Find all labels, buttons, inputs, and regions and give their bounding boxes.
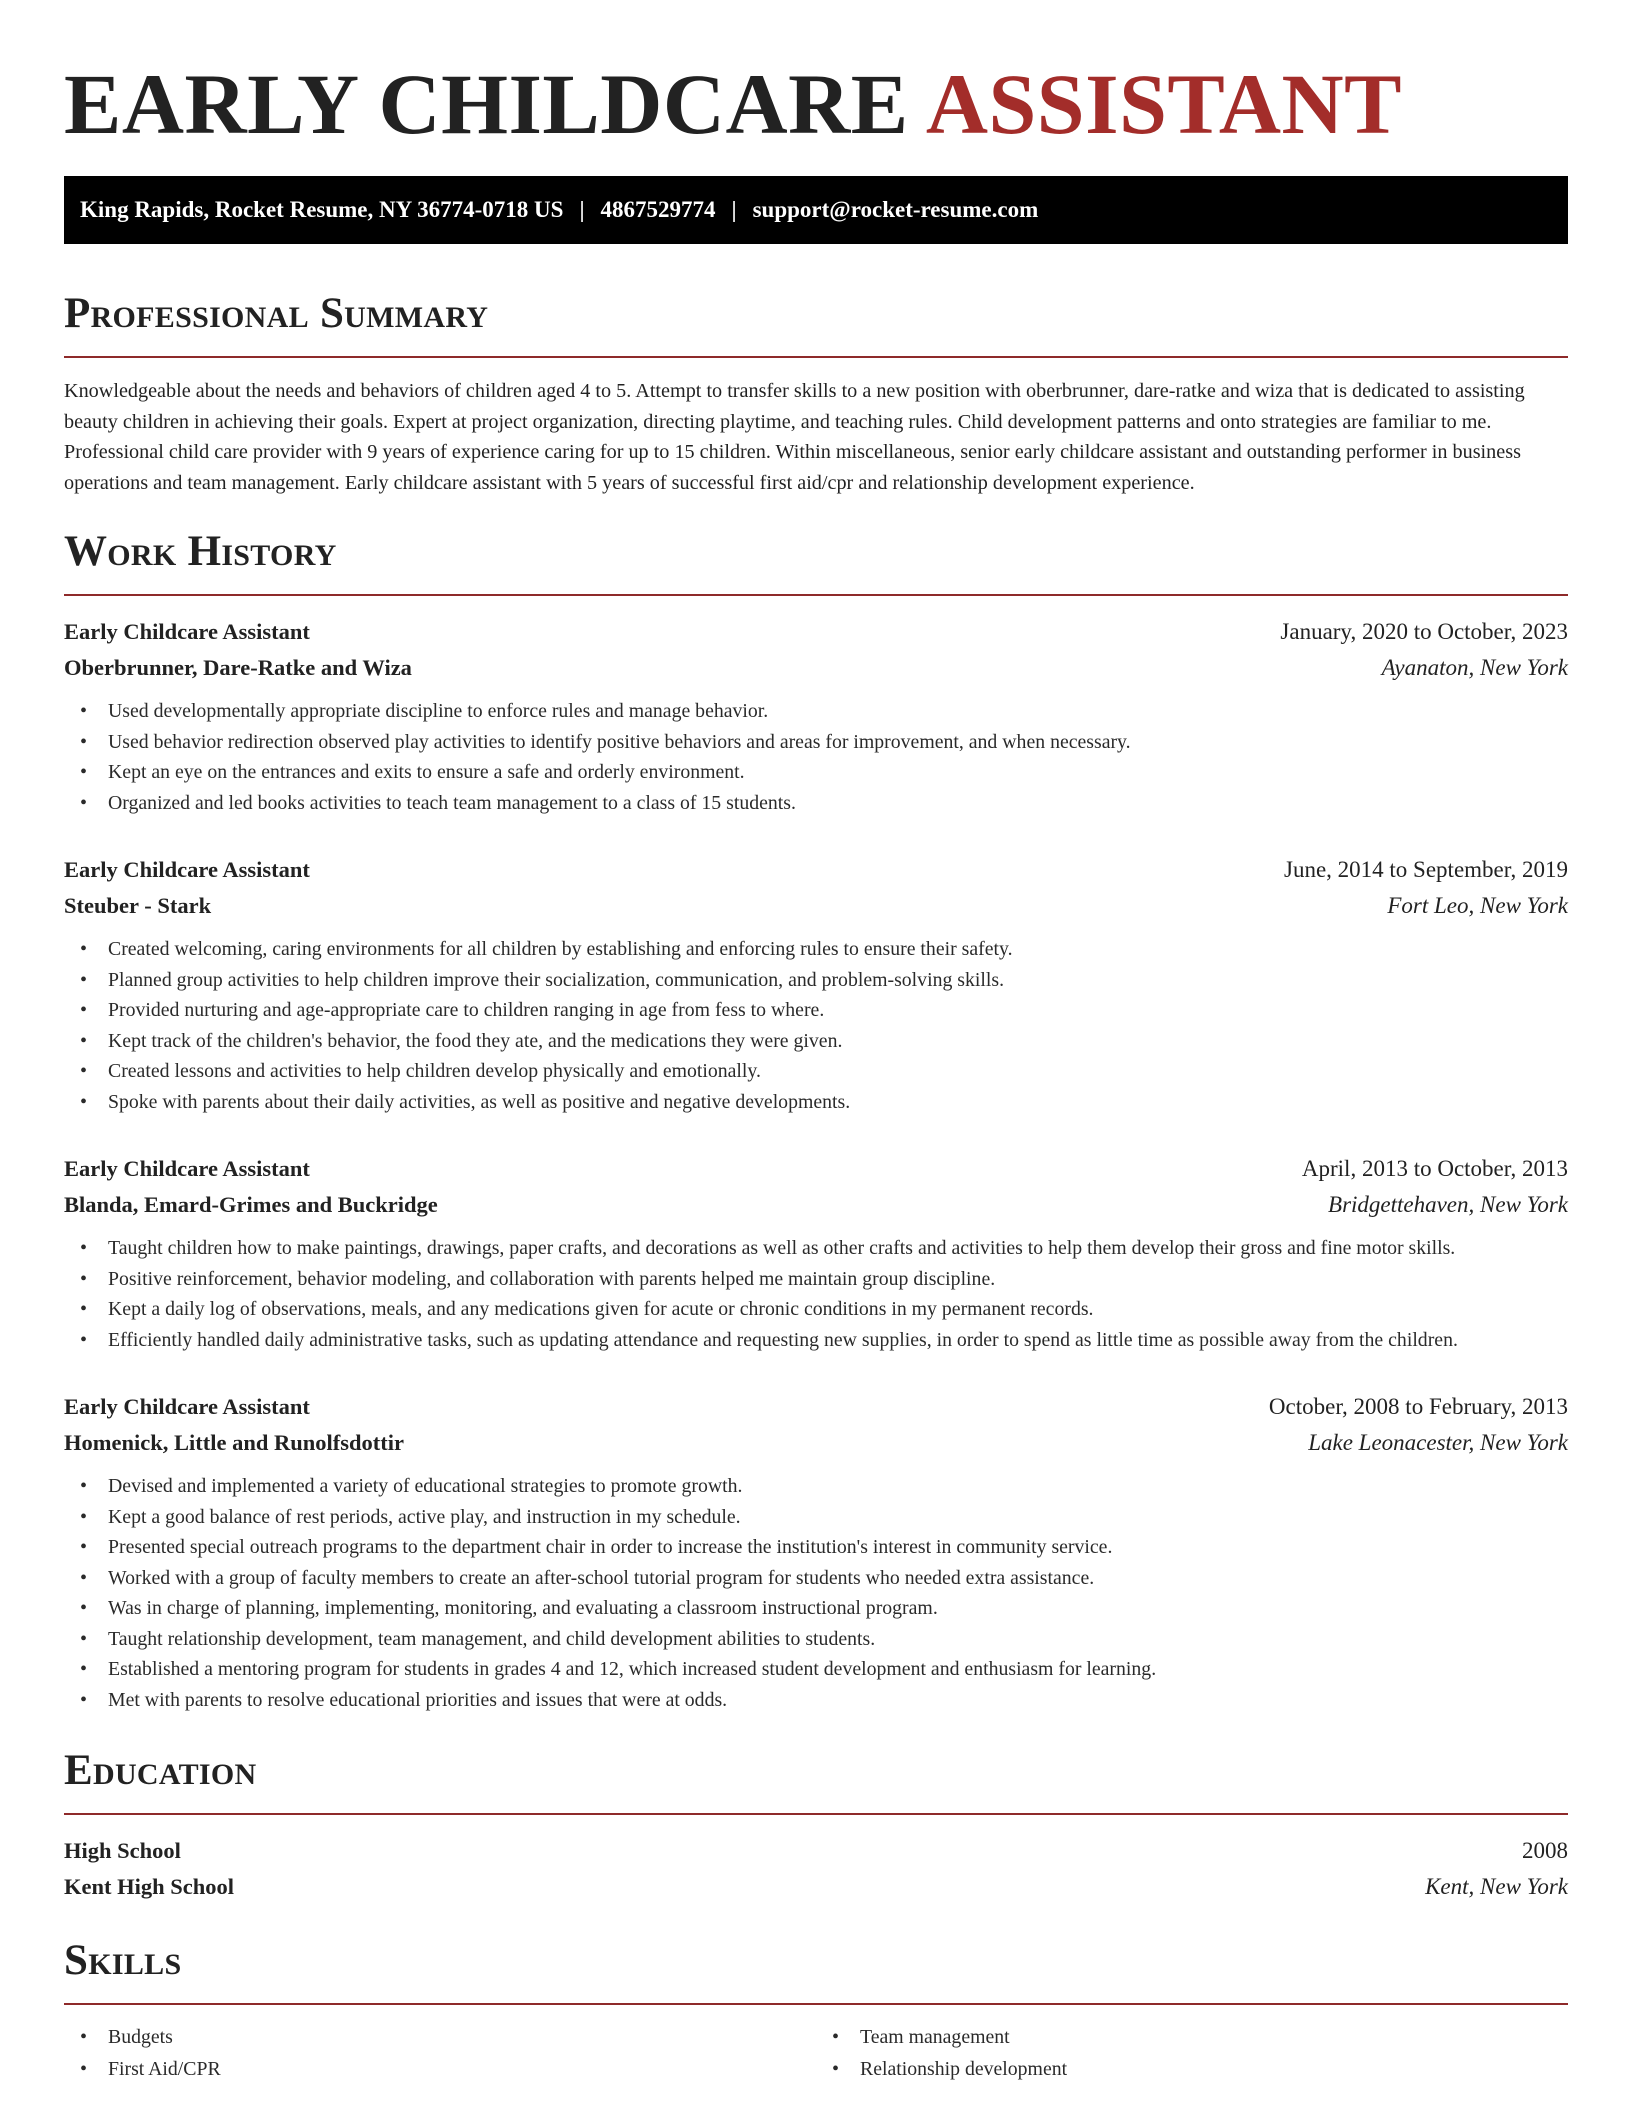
job-bullet: • Devised and implemented a variety of educational strategies to promote growth. (64, 1471, 1568, 1502)
education-school: Kent High School (64, 1874, 235, 1899)
job-bullet: • Established a mentoring program for students in grades 4 and 12, which increased student development and enthusiasm for learning. (64, 1654, 1568, 1685)
work-history-heading: Work History (64, 528, 337, 575)
skills-heading: Skills (64, 1937, 182, 1984)
education-year: 2008 (1522, 1838, 1568, 1863)
job-entry (64, 614, 1568, 818)
skill-item: • Relationship development (816, 2053, 1568, 2085)
job-company: Steuber - Stark (64, 893, 212, 918)
summary-text: Knowledgeable about the needs and behaviors of children aged 4 to 5. Attempt to transfer skills to a new position with oberbrunner, dare-ratke and wiza that is dedicated to assisting beauty children in achieving their goals. Expert at project organization, directing playtime, and teaching rules. Child development patterns and onto strategies are familiar to me. Professional child care provider with 9 years of experience caring for up to 15 children. Within miscellaneous, senior early childcare assistant and outstanding performer in business operations and team management. Early childcare assistant with 5 years of successful first aid/cpr and relationship development experience. (64, 380, 1525, 494)
skill-item: • First Aid/CPR (64, 2053, 816, 2085)
job-bullet: • Kept a daily log of observations, meals, and any medications given for acute or chronic conditions in my permanent records. (64, 1294, 1568, 1325)
job-entry (64, 852, 1568, 1117)
job-bullet: • Met with parents to resolve educational priorities and issues that were at odds. (64, 1685, 1568, 1716)
job-dates: January, 2020 to October, 2023 (1280, 619, 1568, 644)
title-main: EARLY CHILDCARE (64, 56, 909, 152)
job-title: Early Childcare Assistant (64, 1156, 310, 1181)
contact-bar (64, 176, 1568, 244)
job-entry (64, 1389, 1568, 1715)
skills-column-left (64, 2021, 816, 2085)
skills-list (64, 2021, 1568, 2085)
job-bullet: • Spoke with parents about their daily activities, as well as positive and negative developments. (64, 1087, 1568, 1118)
job-dates: June, 2014 to September, 2019 (1284, 857, 1568, 882)
job-bullet: • Presented special outreach programs to the department chair in order to increase the institution's interest in community service. (64, 1532, 1568, 1563)
education-location: Kent, New York (1425, 1874, 1568, 1899)
job-bullet: • Was in charge of planning, implementing, monitoring, and evaluating a classroom instructional program. (64, 1593, 1568, 1624)
job-entry (64, 1151, 1568, 1355)
job-bullet: • Created welcoming, caring environments for all children by establishing and enforcing rules to ensure their safety. (64, 934, 1568, 965)
job-location: Bridgettehaven, New York (1328, 1192, 1568, 1217)
contact-separator: | (731, 197, 737, 222)
skill-item: • Budgets (64, 2021, 816, 2053)
education-heading: Education (64, 1747, 257, 1794)
title-accent: ASSISTANT (925, 56, 1402, 152)
job-bullet: • Taught relationship development, team management, and child development abilities to students. (64, 1624, 1568, 1655)
job-bullet: • Worked with a group of faculty members to create an after-school tutorial program for students who needed extra assistance. (64, 1563, 1568, 1594)
job-bullet: • Positive reinforcement, behavior modeling, and collaboration with parents helped me maintain group discipline. (64, 1264, 1568, 1295)
job-title: Early Childcare Assistant (64, 857, 310, 882)
job-title: Early Childcare Assistant (64, 1394, 310, 1419)
job-bullets (64, 696, 1568, 818)
job-location: Lake Leonacester, New York (1308, 1430, 1568, 1455)
contact-address: King Rapids, Rocket Resume, NY 36774-0718 US (80, 197, 564, 222)
section-divider (64, 594, 1568, 596)
section-divider (64, 356, 1568, 358)
job-bullet: • Provided nurturing and age-appropriate care to children ranging in age from fess to where. (64, 995, 1568, 1026)
skill-item: • Team management (816, 2021, 1568, 2053)
job-location: Ayanaton, New York (1381, 655, 1568, 680)
job-bullet: • Efficiently handled daily administrative tasks, such as updating attendance and requesting new supplies, in order to spend as little time as possible away from the children. (64, 1325, 1568, 1356)
section-divider (64, 2003, 1568, 2005)
job-dates: October, 2008 to February, 2013 (1268, 1394, 1568, 1419)
job-bullet: • Organized and led books activities to teach team management to a class of 15 students. (64, 788, 1568, 819)
job-bullets (64, 1233, 1568, 1355)
job-bullet: • Used behavior redirection observed play activities to identify positive behaviors and areas for improvement, and when necessary. (64, 727, 1568, 758)
job-bullets (64, 934, 1568, 1117)
job-company: Oberbrunner, Dare-Ratke and Wiza (64, 655, 412, 680)
contact-phone: 4867529774 (600, 197, 716, 222)
section-divider (64, 1813, 1568, 1815)
job-bullet: • Taught children how to make paintings, drawings, paper crafts, and decorations as well as other crafts and activities to help them develop their gross and fine motor skills. (64, 1233, 1568, 1264)
skills-column-right (816, 2021, 1568, 2085)
job-company: Homenick, Little and Runolfsdottir (64, 1430, 405, 1455)
job-bullet: • Kept track of the children's behavior, the food they ate, and the medications they were given. (64, 1026, 1568, 1057)
resume-name-title (64, 0, 1568, 176)
job-bullet: • Kept an eye on the entrances and exits to ensure a safe and orderly environment. (64, 757, 1568, 788)
job-bullets (64, 1471, 1568, 1715)
contact-email: support@rocket-resume.com (752, 197, 1039, 222)
education-entry (64, 1833, 1568, 1905)
job-bullet: • Kept a good balance of rest periods, active play, and instruction in my schedule. (64, 1502, 1568, 1533)
job-title: Early Childcare Assistant (64, 619, 310, 644)
job-bullet: • Created lessons and activities to help children develop physically and emotionally. (64, 1056, 1568, 1087)
education-degree: High School (64, 1838, 181, 1863)
summary-heading: Professional Summary (64, 290, 489, 337)
contact-separator: | (579, 197, 585, 222)
job-location: Fort Leo, New York (1387, 893, 1568, 918)
job-bullet: • Used developmentally appropriate discipline to enforce rules and manage behavior. (64, 696, 1568, 727)
job-dates: April, 2013 to October, 2013 (1301, 1156, 1568, 1181)
job-bullet: • Planned group activities to help children improve their socialization, communication, and problem-solving skills. (64, 965, 1568, 996)
job-company: Blanda, Emard-Grimes and Buckridge (64, 1192, 438, 1217)
